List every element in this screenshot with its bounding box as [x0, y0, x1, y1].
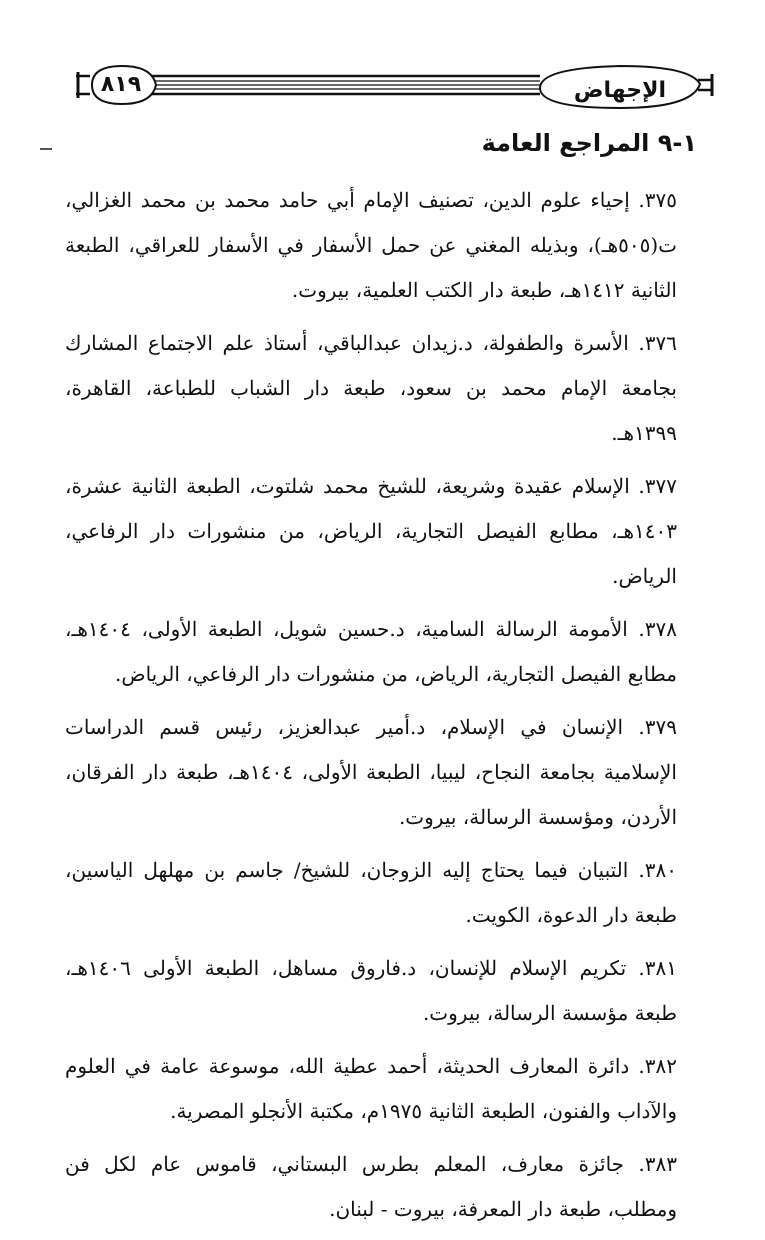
- reference-number: ٣٨٢.: [638, 1054, 678, 1078]
- reference-text: الإسلام عقيدة وشريعة، للشيخ محمد شلتوت، الطبعة الثانية عشرة، ١٤٠٣هـ، مطابع الفيصل التجارية، الرياض، من منشورات دار الرفاعي، الرياض.: [65, 474, 677, 588]
- reference-item: [65, 607, 677, 705]
- running-title: الإجهاض: [573, 78, 667, 103]
- reference-number: ٣٨٣.: [638, 1152, 678, 1176]
- reference-text: تكريم الإسلام للإنسان، د.فاروق مساهل، الطبعة الأولى ١٤٠٦هـ، طبعة مؤسسة الرسالة، بيروت.: [65, 956, 677, 1025]
- reference-item: [65, 946, 677, 1044]
- reference-number: ٣٧٧.: [638, 474, 678, 498]
- reference-text: الأسرة والطفولة، د.زيدان عبدالباقي، أستاذ علم الاجتماع المشارك بجامعة الإمام محمد بن سعود، طبعة دار الشباب للطباعة، القاهرة، ١٣٩٩هـ.: [65, 331, 677, 445]
- reference-number: ٣٨١.: [638, 956, 677, 980]
- reference-item: [65, 464, 677, 607]
- reference-number: ٣٧٩.: [638, 715, 677, 739]
- reference-item: [65, 321, 677, 464]
- reference-item: [65, 1142, 677, 1240]
- reference-text: الأمومة الرسالة السامية، د.حسين شويل، الطبعة الأولى، ١٤٠٤هـ، مطابع الفيصل التجارية، الرياض، من منشورات دار الرفاعي، الرياض.: [65, 617, 677, 686]
- reference-number: ٣٧٦.: [638, 331, 677, 355]
- reference-item: [65, 848, 677, 946]
- reference-number: ٣٨٠.: [638, 858, 677, 882]
- reference-text: الإنسان في الإسلام، د.أمير عبدالعزيز، رئيس قسم الدراسات الإسلامية بجامعة النجاح، ليبيا، الطبعة الأولى، ١٤٠٤هـ، طبعة دار الفرقان، الأردن، ومؤسسة الرسالة، بيروت.: [65, 715, 677, 829]
- reference-item: [65, 1044, 677, 1142]
- reference-text: جائزة معارف، المعلم بطرس البستاني، قاموس عام لكل فن ومطلب، طبعة دار المعرفة، بيروت - لبنان.: [65, 1152, 677, 1221]
- reference-item: [65, 178, 677, 321]
- margin-mark: [40, 148, 52, 150]
- page-number: ٨١٩: [100, 72, 142, 97]
- reference-item: [65, 705, 677, 848]
- reference-number: ٣٧٥.: [638, 188, 678, 212]
- page-header: [0, 0, 765, 120]
- references-list: [65, 178, 677, 1240]
- section-heading: ١-٩ المراجع العامة: [481, 129, 697, 157]
- reference-text: التبيان فيما يحتاج إليه الزوجان، للشيخ/ جاسم بن مهلهل الياسين، طبعة دار الدعوة، الكويت.: [65, 858, 677, 927]
- reference-text: دائرة المعارف الحديثة، أحمد عطية الله، موسوعة عامة في العلوم والآداب والفنون، الطبعة الثانية ١٩٧٥م، مكتبة الأنجلو المصرية.: [65, 1054, 677, 1123]
- reference-number: ٣٧٨.: [638, 617, 677, 641]
- reference-text: إحياء علوم الدين، تصنيف الإمام أبي حامد محمد بن محمد الغزالي، ت(٥٠٥هـ)، وبذيله المغني عن حمل الأسفار في الأسفار للعراقي، الطبعة الثانية ١٤١٢هـ، طبعة دار الكتب العلمية، بيروت.: [65, 188, 677, 302]
